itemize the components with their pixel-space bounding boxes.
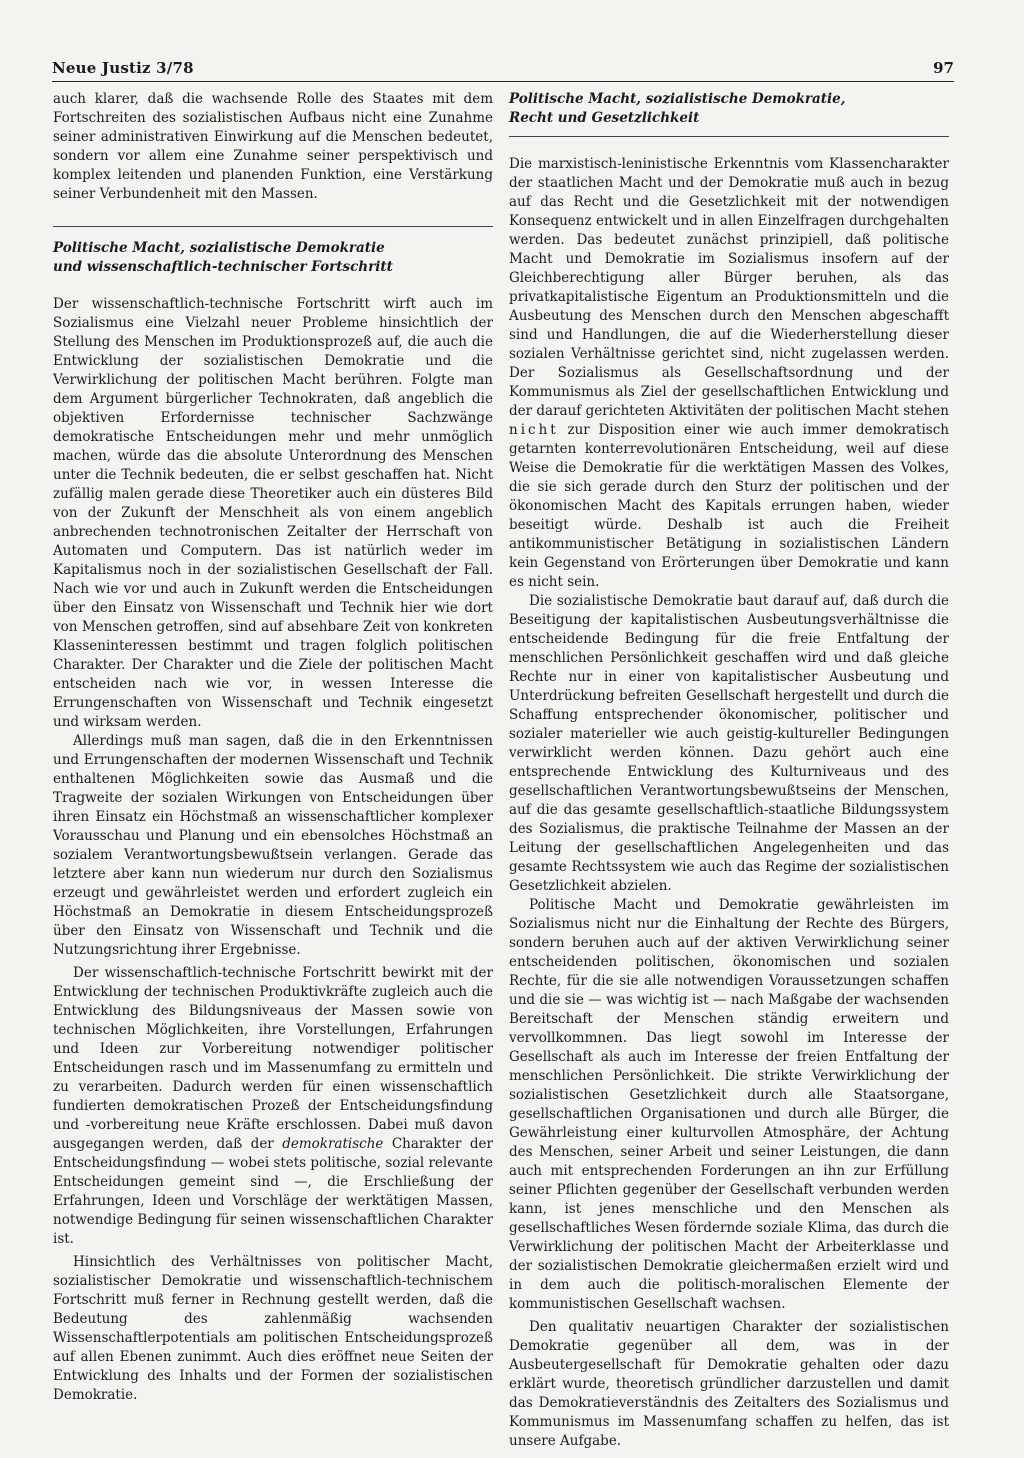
section-divider	[509, 136, 949, 137]
intro-paragraph: auch klarer, daß die wachsende Rolle des Staates mit dem Fortschreiten des sozialistischen Aufbaus nicht eine Zunahme seiner administrativen Einwirkung auf die Menschen bedeutet, sondern vor allem eine Zunahme seiner perspektivisch und komplex leitenden und planenden Funktion, eine Verstärkung seiner Verbundenheit mit den Massen.	[53, 91, 493, 202]
body-paragraph: Politische Macht und Demokratie gewährleisten im Sozialismus nicht nur die Einhaltung der Rechte des Bürgers, sondern beruhen auch auf der aktiven Verwirklichung seiner entscheidenden politischen, ökonomischen und sozialen Rechte, für die sie alle notwendigen Voraussetzungen schaffen und die sie — was wichtig ist — nach Maßgabe der wachsenden Bereitschaft der Menschen ständig erweitern und vervollkommnen. Das liegt sowohl im Interesse der Gesellschaft als auch im Interesse der freien Entfaltung der menschlichen Persönlichkeit. Die strikte Verwirklichung der sozialistischen Gesetzlichkeit durch alle Staatsorgane, gesellschaftlichen Organisationen und durch alle Bürger, die Gewährleistung einer kulturvollen Atmosphäre, der Achtung des Menschen, seiner Arbeit und seiner Leistungen, die dann auch mit entsprechenden Forderungen an ihn zur Erfüllung seiner Pflichten gegenüber der Gesellschaft verbunden werden kann, ist jenes menschliche und den Menschen als gesellschaftliches Wesen fördernde soziale Klima, das durch die Verwirklichung der politischen Macht der Arbeiterklasse und der sozialistischen Demokratie gleichermaßen erzielt wird und in dem auch die politisch-moralischen Elemente der kommunistischen Gesellschaft wachsen.	[509, 897, 949, 1312]
body-paragraph: Hinsichtlich des Verhältnisses von politischer Macht, sozialistischer Demokratie und wissenschaftlich-technischem Fortschritt muß ferner in Rechnung gestellt werden, daß die Bedeutung des zahlenmäßig wachsenden Wissenschaftlerpotentials am politischen Entscheidungsprozeß auf allen Ebenen zunimmt. Auch dies eröffnet neue Seiten der Entwicklung des Inhalts und der Formen der sozialistischen Demokratie.	[53, 1254, 493, 1403]
section-heading-line1: Politische Macht, sozialistische Demokratie,	[509, 91, 846, 107]
body-paragraph: Allerdings muß man sagen, daß die in den Erkenntnissen und Errungenschaften der modernen Wissenschaft und Technik enthaltenen Möglichkeiten sowie das Ausmaß und die Tragweite der sozialen Wirkungen von Entscheidungen über ihren Einsatz ein Höchstmaß an wissenschaftlicher komplexer Vorausschau und Planung und ein ebensolches Höchstmaß an sozialem Verantwortungsbewußtsein verlangen. Gerade das letztere aber kann nun wiederum nur durch den Sozialismus erzeugt und gewährleistet werden und erfordert zugleich ein Höchstmaß an Demokratie in diesem Entscheidungsprozeß über den Einsatz von Wissenschaft und Technik und die Nutzungsrichtung ihrer Ergebnisse.	[53, 733, 493, 958]
left-column	[53, 90, 493, 1405]
section-divider	[53, 226, 493, 227]
emphasis-text: demokratische	[282, 1136, 384, 1152]
body-paragraph: Die marxistisch-leninistische Erkenntnis vom Klassencharakter der staatlichen Macht und der Demokratie muß auch in bezug auf das Recht und die Gesetzlichkeit mit der notwendigen Konsequenz entwickelt und in allen Einzelfragen durchgehalten werden. Das bedeutet zunächst prinzipiell, daß politische Macht und Demokratie im Sozialismus insofern auf der Gleichberechtigung aller Bürger beruhen, als das privatkapitalistische Eigentum an Produktionsmitteln und die Ausbeutung des Menschen durch den Menschen abgeschafft sind und Handlungen, die auf die Wiederherstellung dieser sozialen Verhältnisse gerichtet sind, nicht zugelassen werden. Der Sozialismus als Gesellschaftsordnung und der Kommunismus als Ziel der gesellschaftlichen Entwicklung und der darauf gerichteten Aktivitäten der politischen Macht stehen nicht zur Disposition einer wie auch immer demokratisch getarnten konterrevolutionären Entscheidung, weil auf diese Weise die Demokratie für die werktätigen Massen des Volkes, die sie sich gerade durch den Sturz der politischen und der ökonomischen Macht des Kapitals errungen haben, wieder beseitigt würde. Deshalb ist auch die Freiheit antikommunistischer Betätigung in sozialistischen Ländern kein Gegenstand von Erörterungen über Demokratie und kann es nicht sein.	[509, 156, 949, 590]
body-paragraph: Die sozialistische Demokratie baut darauf auf, daß durch die Beseitigung der kapitalistischen Ausbeutungsverhältnisse die entscheidende Bedingung für die freie Entfaltung der menschlichen Persönlichkeit geschaffen wird und daß gleiche Rechte nur in einer von kapitalistischer Ausbeutung und Unterdrückung befreiten Gesellschaft hergestellt und durch die Schaffung entsprechender ökonomischer, politischer und sozialer materieller wie auch geistig-kultureller Bedingungen verwirklicht werden können. Dazu gehört auch eine entsprechende Entwicklung des Kulturniveaus und des gesellschaftlichen Verantwortungsbewußtseins der Menschen, auf die das gesamte gesellschaftlich-staatliche Bildungssystem des Sozialismus, die praktische Teilnahme der Massen an der Leitung der gesellschaftlichen Angelegenheiten und das gesamte Rechtssystem wie auch das Regime der sozialistischen Gesetzlichkeit abzielen.	[509, 593, 949, 894]
page-number: 97	[933, 59, 954, 77]
section-heading-line2: und wissenschaftlich-technischer Fortschritt	[53, 259, 393, 275]
body-paragraph: Der wissenschaftlich-technische Fortschritt wirft auch im Sozialismus eine Vielzahl neuer Probleme hinsichtlich der Stellung des Menschen im Produktionsprozeß auf, die auch die Entwicklung der sozialistischen Demokratie und die Verwirklichung der politischen Macht berühren. Folgte man dem Argument bürgerlicher Technokraten, daß angeblich die objektiven Erfordernisse technischer Sachzwänge demokratische Entscheidungen mehr und mehr unmöglich machen, würde das die absolute Unterordnung des Menschen unter die Technik bedeuten, die er selbst geschaffen hat. Nicht zufällig malen gerade diese Theoretiker auch ein düsteres Bild von der Zukunft der Menschheit als von einem angeblich anbrechenden technotronischen Zeitalter der Herrschaft von Automaten und Computern. Das ist natürlich weder im Kapitalismus noch in der sozialistischen Gesellschaft der Fall. Nach wie vor und auch in Zukunft werden die Entscheidungen über den Einsatz von Wissenschaft und Technik hier wie dort von Menschen getroffen, sind auf absehbare Zeit von konkreten Klasseninteressen bestimmt und tragen folglich politischen Charakter. Der Charakter und die Ziele der politischen Macht entscheiden nach wie vor, in wessen Interesse die Errungenschaften von Wissenschaft und Technik eingesetzt und wirksam werden.	[53, 296, 493, 730]
right-column	[509, 90, 949, 1451]
body-paragraph: Den qualitativ neuartigen Charakter der sozialistischen Demokratie gegenüber all dem, was in der Ausbeutergesellschaft für Demokratie gehalten oder dazu erklärt wurde, theoretisch gründlicher darzustellen und damit das Demokratieverständnis des Zeitalters des Sozialismus und Kommunismus im Massenumfang schaffen zu helfen, das ist unsere Aufgabe.	[509, 1319, 949, 1449]
body-paragraph: Der wissenschaftlich-technische Fortschritt bewirkt mit der Entwicklung der technischen Produktivkräfte zugleich auch die Entwicklung des Bildungsniveaus der Massen sowie von technischen Möglichkeiten, ihre Vorstellungen, Erfahrungen und Ideen zur Vorbereitung notwendiger politischer Entscheidungen rasch und im Massenumfang zu ermitteln und zu verarbeiten. Dadurch werden für einen wissenschaftlich fundierten demokratischen Prozeß der Entscheidungsfindung und -vorbereitung neue Kräfte erschlossen. Dabei muß davon ausgegangen werden, daß der demokratische Charakter der Entscheidungsfindung — wobei stets politische, sozial relevante Entscheidungen gemeint sind —, die Erschließung der Erfahrungen, Ideen und Vorschläge der werktätigen Massen, notwendige Bedingung für seinen wissenschaftlichen Charakter ist.	[53, 965, 494, 1247]
section-heading-line2: Recht und Gesetzlichkeit	[509, 110, 700, 126]
journal-title: Neue Justiz 3/78	[52, 59, 194, 77]
section-heading-line1: Politische Macht, sozialistische Demokratie	[53, 240, 385, 256]
page-header	[52, 59, 954, 82]
spaced-emphasis-text: nicht	[509, 422, 559, 438]
